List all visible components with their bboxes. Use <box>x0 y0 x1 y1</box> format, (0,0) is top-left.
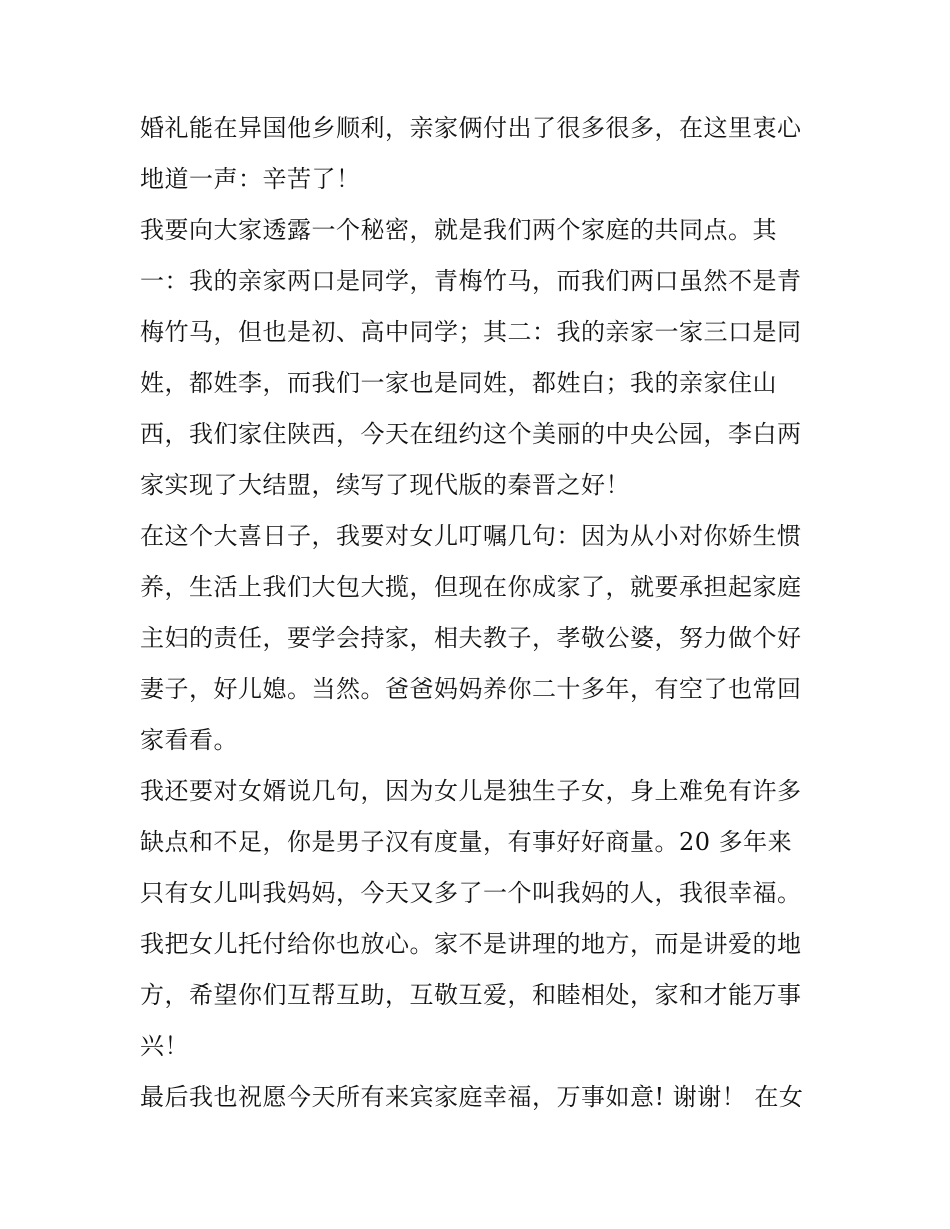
text-line: 缺点和不足，你是男子汉有度量，有事好好商量。20 多年来 <box>140 828 793 856</box>
text-line: 西，我们家住陕西，今天在纽约这个美丽的中央公园，李白两 <box>140 420 802 448</box>
text-line: 妻子，好儿媳。当然。爸爸妈妈养你二十多年，有空了也常回 <box>140 675 802 703</box>
text-line: 养，生活上我们大包大揽，但现在你成家了，就要承担起家庭 <box>140 573 802 601</box>
text-line: 我还要对女婿说几句，因为女儿是独生子女，身上难免有许多 <box>140 777 802 805</box>
text-line: 主妇的责任，要学会持家，相夫教子，孝敬公婆，努力做个好 <box>140 624 802 652</box>
text-line: 地道一声：辛苦了！ <box>140 165 361 193</box>
text-line: 婚礼能在异国他乡顺利，亲家俩付出了很多很多，在这里衷心 <box>140 114 802 142</box>
text-line: 我要向大家透露一个秘密，就是我们两个家庭的共同点。其 <box>140 216 777 244</box>
text-line: 家看看。 <box>140 726 238 754</box>
text-line: 最后我也祝愿今天所有来宾家庭幸福，万事如意! 谢谢！ 在女 <box>140 1083 804 1111</box>
text-line: 一：我的亲家两口是同学，青梅竹马，而我们两口虽然不是青 <box>140 267 802 295</box>
text-line: 我把女儿托付给你也放心。家不是讲理的地方，而是讲爱的地 <box>140 930 802 958</box>
text-line: 梅竹马，但也是初、高中同学；其二：我的亲家一家三口是同 <box>140 318 802 346</box>
text-line: 只有女儿叫我妈妈，今天又多了一个叫我妈的人，我很幸福。 <box>140 879 802 907</box>
text-line: 家实现了大结盟，续写了现代版的秦晋之好！ <box>140 471 630 499</box>
text-line: 方，希望你们互帮互助，互敬互爱，和睦相处，家和才能万事 <box>140 981 802 1009</box>
text-line: 姓，都姓李，而我们一家也是同姓，都姓白；我的亲家住山 <box>140 369 777 397</box>
text-line: 兴！ <box>140 1032 189 1060</box>
document-body <box>140 103 820 1123</box>
text-line: 在这个大喜日子，我要对女儿叮嘱几句：因为从小对你娇生惯 <box>140 522 802 550</box>
